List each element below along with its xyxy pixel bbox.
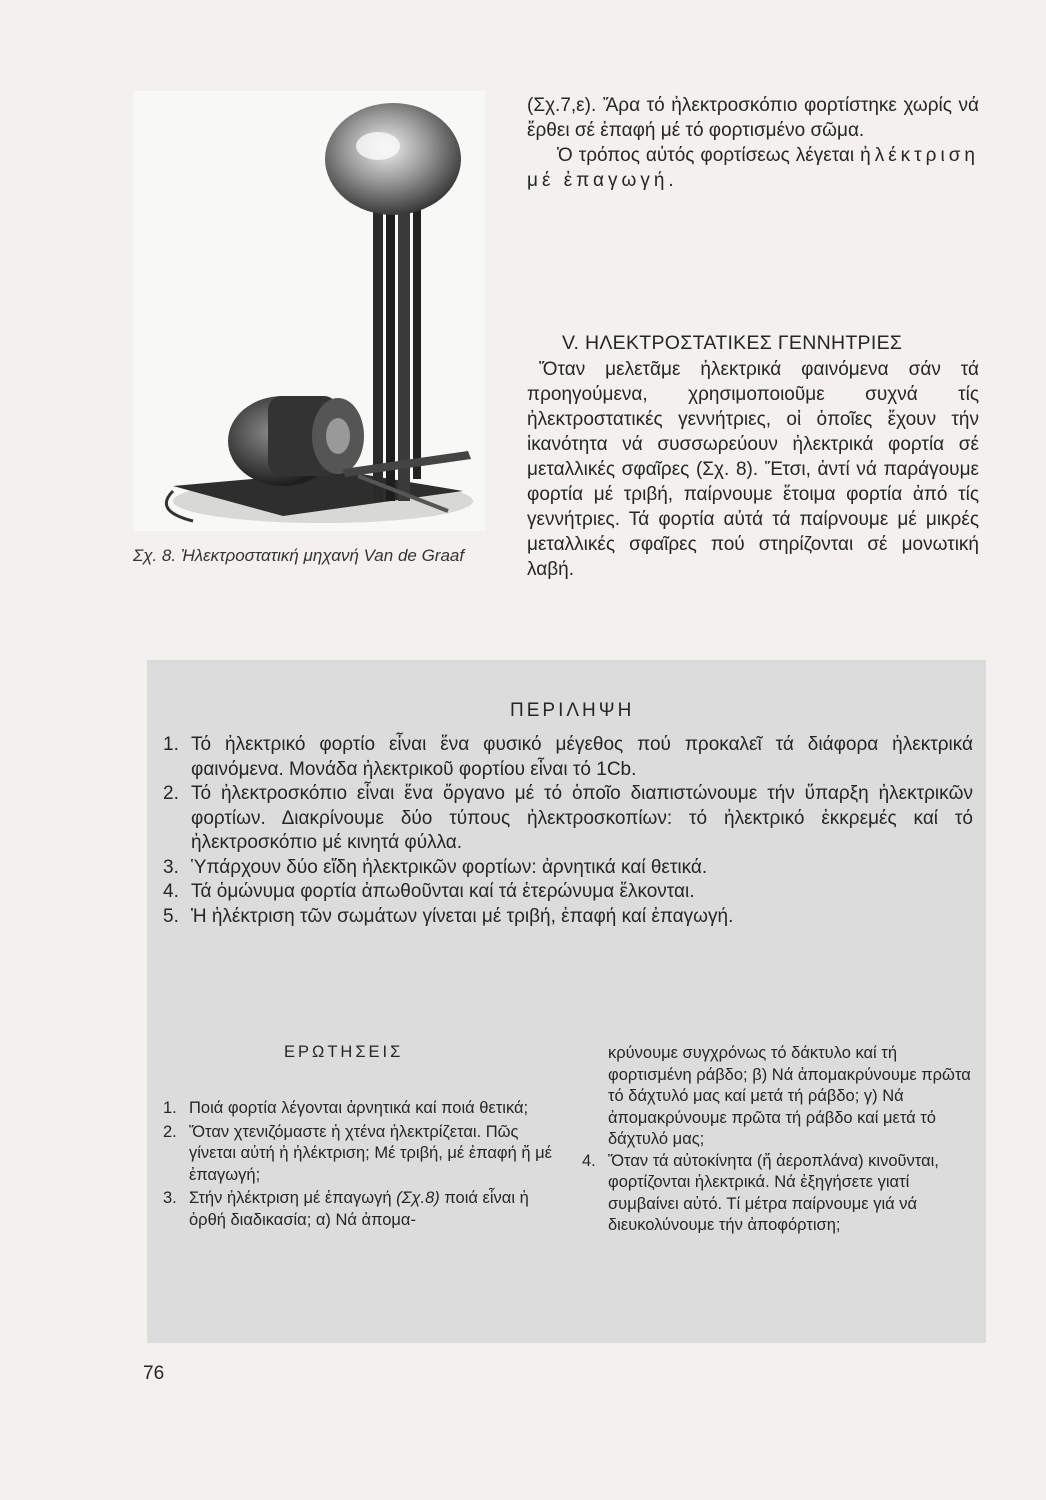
question-number: 2. [163, 1122, 177, 1141]
summary-list [163, 733, 973, 929]
summary-item-text: Ὑπάρχουν δύο εἴδη ἠλεκτρικῶν φορτίων: ἀρνητικά καί θετικά. [191, 856, 708, 878]
questions-list-right [582, 1043, 974, 1237]
intro-line-2-prefix: Ὁ τρόπος αὐτός φορτίσεως λέγεται [557, 145, 855, 166]
question-number: 1. [163, 1099, 177, 1117]
summary-item [163, 880, 973, 905]
question-text: Ποιά φορτία λέγονται ἀρνητικά καί ποιά θετικά; [189, 1099, 529, 1117]
summary-item [163, 782, 973, 856]
question-continuation-text: κρύνουμε συγχρόνως τό δάκτυλο καί τή φορτισμένη ράβδο; β) Νά ἀπομακρύνουμε πρῶτα τό δάχτυλό μας καί μετά τή ράβδο; γ) Νά ἀπομακρύνουμε πρῶτα τή ράβδο καί μετά τό δάχτυλό μας; [608, 1044, 971, 1148]
intro-paragraph [527, 93, 979, 193]
intro-term: ἠλέκτριση μέ ἐπαγωγή. [527, 145, 979, 191]
question-figure-ref: (Σχ.8) [396, 1189, 440, 1207]
question-text-start: Στήν ἠλέκτριση μέ ἐπαγωγή [189, 1189, 392, 1207]
figure-caption: Σχ. 8. Ἠλεκτροστατική μηχανή Van de Graaf [133, 546, 465, 565]
questions-list-left [163, 1098, 561, 1231]
summary-item-text: Τό ἠλεκτρικό φορτίο εἶναι ἕνα φυσικό μέγεθος πού προκαλεῖ τά διάφορα ἠλεκτρικά φαινόμενα. Μονάδα ἠλεκτρικοῦ φορτίου εἶναι τό 1Cb. [191, 734, 973, 780]
summary-item [163, 733, 973, 782]
section-body-text: Ὅταν μελετᾶμε ἠλεκτρικά φαινόμενα σάν τά προηγούμενα, χρησιμοποιοῦμε συχνά τίς ἠλεκτροστατικές γεννήτριες, οἱ ὁποῖες ἔχουν τήν ἱκανότητα νά συσσωρεύουν ἠλεκτρικά φορτία σέ μεταλλικές σφαῖρες (Σχ. 8). Ἔτσι, ἀντί νά παράγουμε φορτία μέ τριβή, παίρνουμε ἕτοιμα φορτία ἀπό τίς γεννήτριες. Τά φορτία αὐτά τά παίρνουμε μέ μικρές μεταλλικές σφαῖρες πού στηρίζονται σέ μονωτική λαβή. [527, 359, 979, 580]
question-item [163, 1098, 561, 1120]
summary-item-number: 4. [163, 881, 179, 902]
intro-line-1: (Σχ.7,ε). Ἄρα τό ἠλεκτροσκόπιο φορτίστηκε χωρίς νά ἔρθει σέ ἐπαφή μέ τό φορτισμένο σῶμα. [527, 95, 979, 141]
section-body [527, 357, 979, 582]
question-number: 3. [163, 1189, 177, 1207]
summary-item-number: 3. [163, 856, 179, 878]
question-text: Ὅταν χτενιζόμαστε ἡ χτένα ἠλεκτρίζεται. Πῶς γίνεται αὐτή ἡ ἠλέκτριση; Μέ τριβή, μέ ἐπαφή ἤ μέ ἐπαγωγή; [189, 1122, 552, 1184]
questions-title: ΕΡΩΤΗΣΕΙΣ [284, 1043, 404, 1061]
question-item [582, 1151, 974, 1237]
question-item [163, 1122, 561, 1187]
van-de-graaf-illustration [133, 91, 485, 531]
summary-item [163, 905, 973, 930]
summary-item-text: Ἡ ἠλέκτριση τῶν σωμάτων γίνεται μέ τριβή, ἐπαφή καί ἐπαγωγή. [191, 905, 734, 927]
summary-item-number: 1. [163, 734, 179, 755]
question-item [163, 1188, 561, 1231]
intro-line-2 [527, 143, 979, 193]
question-text-end: ποιά εἶναι ἡ ὀρθή διαδικασία; α) Νά ἀπομα- [189, 1189, 529, 1229]
summary-item-number: 2. [163, 783, 179, 804]
summary-title: ΠΕΡΙΛΗΨΗ [510, 700, 635, 721]
question-number: 4. [582, 1151, 596, 1170]
section-title: V. ΗΛΕΚΤΡΟΣΤΑΤΙΚΕΣ ΓΕΝΝΗΤΡΙΕΣ [562, 332, 903, 354]
question-text: Ὅταν τά αὐτοκίνητα (ἤ ἀεροπλάνα) κινοῦνται, φορτίζονται ἠλεκτρικά. Νά ἐξηγήσετε γιατί συμβαίνει αὐτό. Τί μέτρα παίρνουμε γιά νά διευκολύνουμε τήν ἀποφόρτιση; [608, 1151, 939, 1234]
summary-item-number: 5. [163, 905, 179, 927]
figure-photo-van-de-graaf [133, 91, 485, 531]
question-continuation [582, 1043, 974, 1151]
summary-item-text: Τό ἠλεκτροσκόπιο εἶναι ἕνα ὄργανο μέ τό ὁποῖο διαπιστώνουμε τήν ὕπαρξη ἠλεκτρικῶν φορτίων. Διακρίνουμε δύο τύπους ἠλεκτροσκοπίων: τό ἠλεκτρικό ἐκκρεμές καί τό ἠλεκτροσκόπιο μέ κινητά φύλλα. [191, 783, 973, 853]
summary-item-text: Τά ὁμώνυμα φορτία ἀπωθοῦνται καί τά ἑτερώνυμα ἕλκονται. [191, 881, 695, 902]
page-number: 76 [143, 1363, 165, 1384]
summary-item [163, 856, 973, 881]
